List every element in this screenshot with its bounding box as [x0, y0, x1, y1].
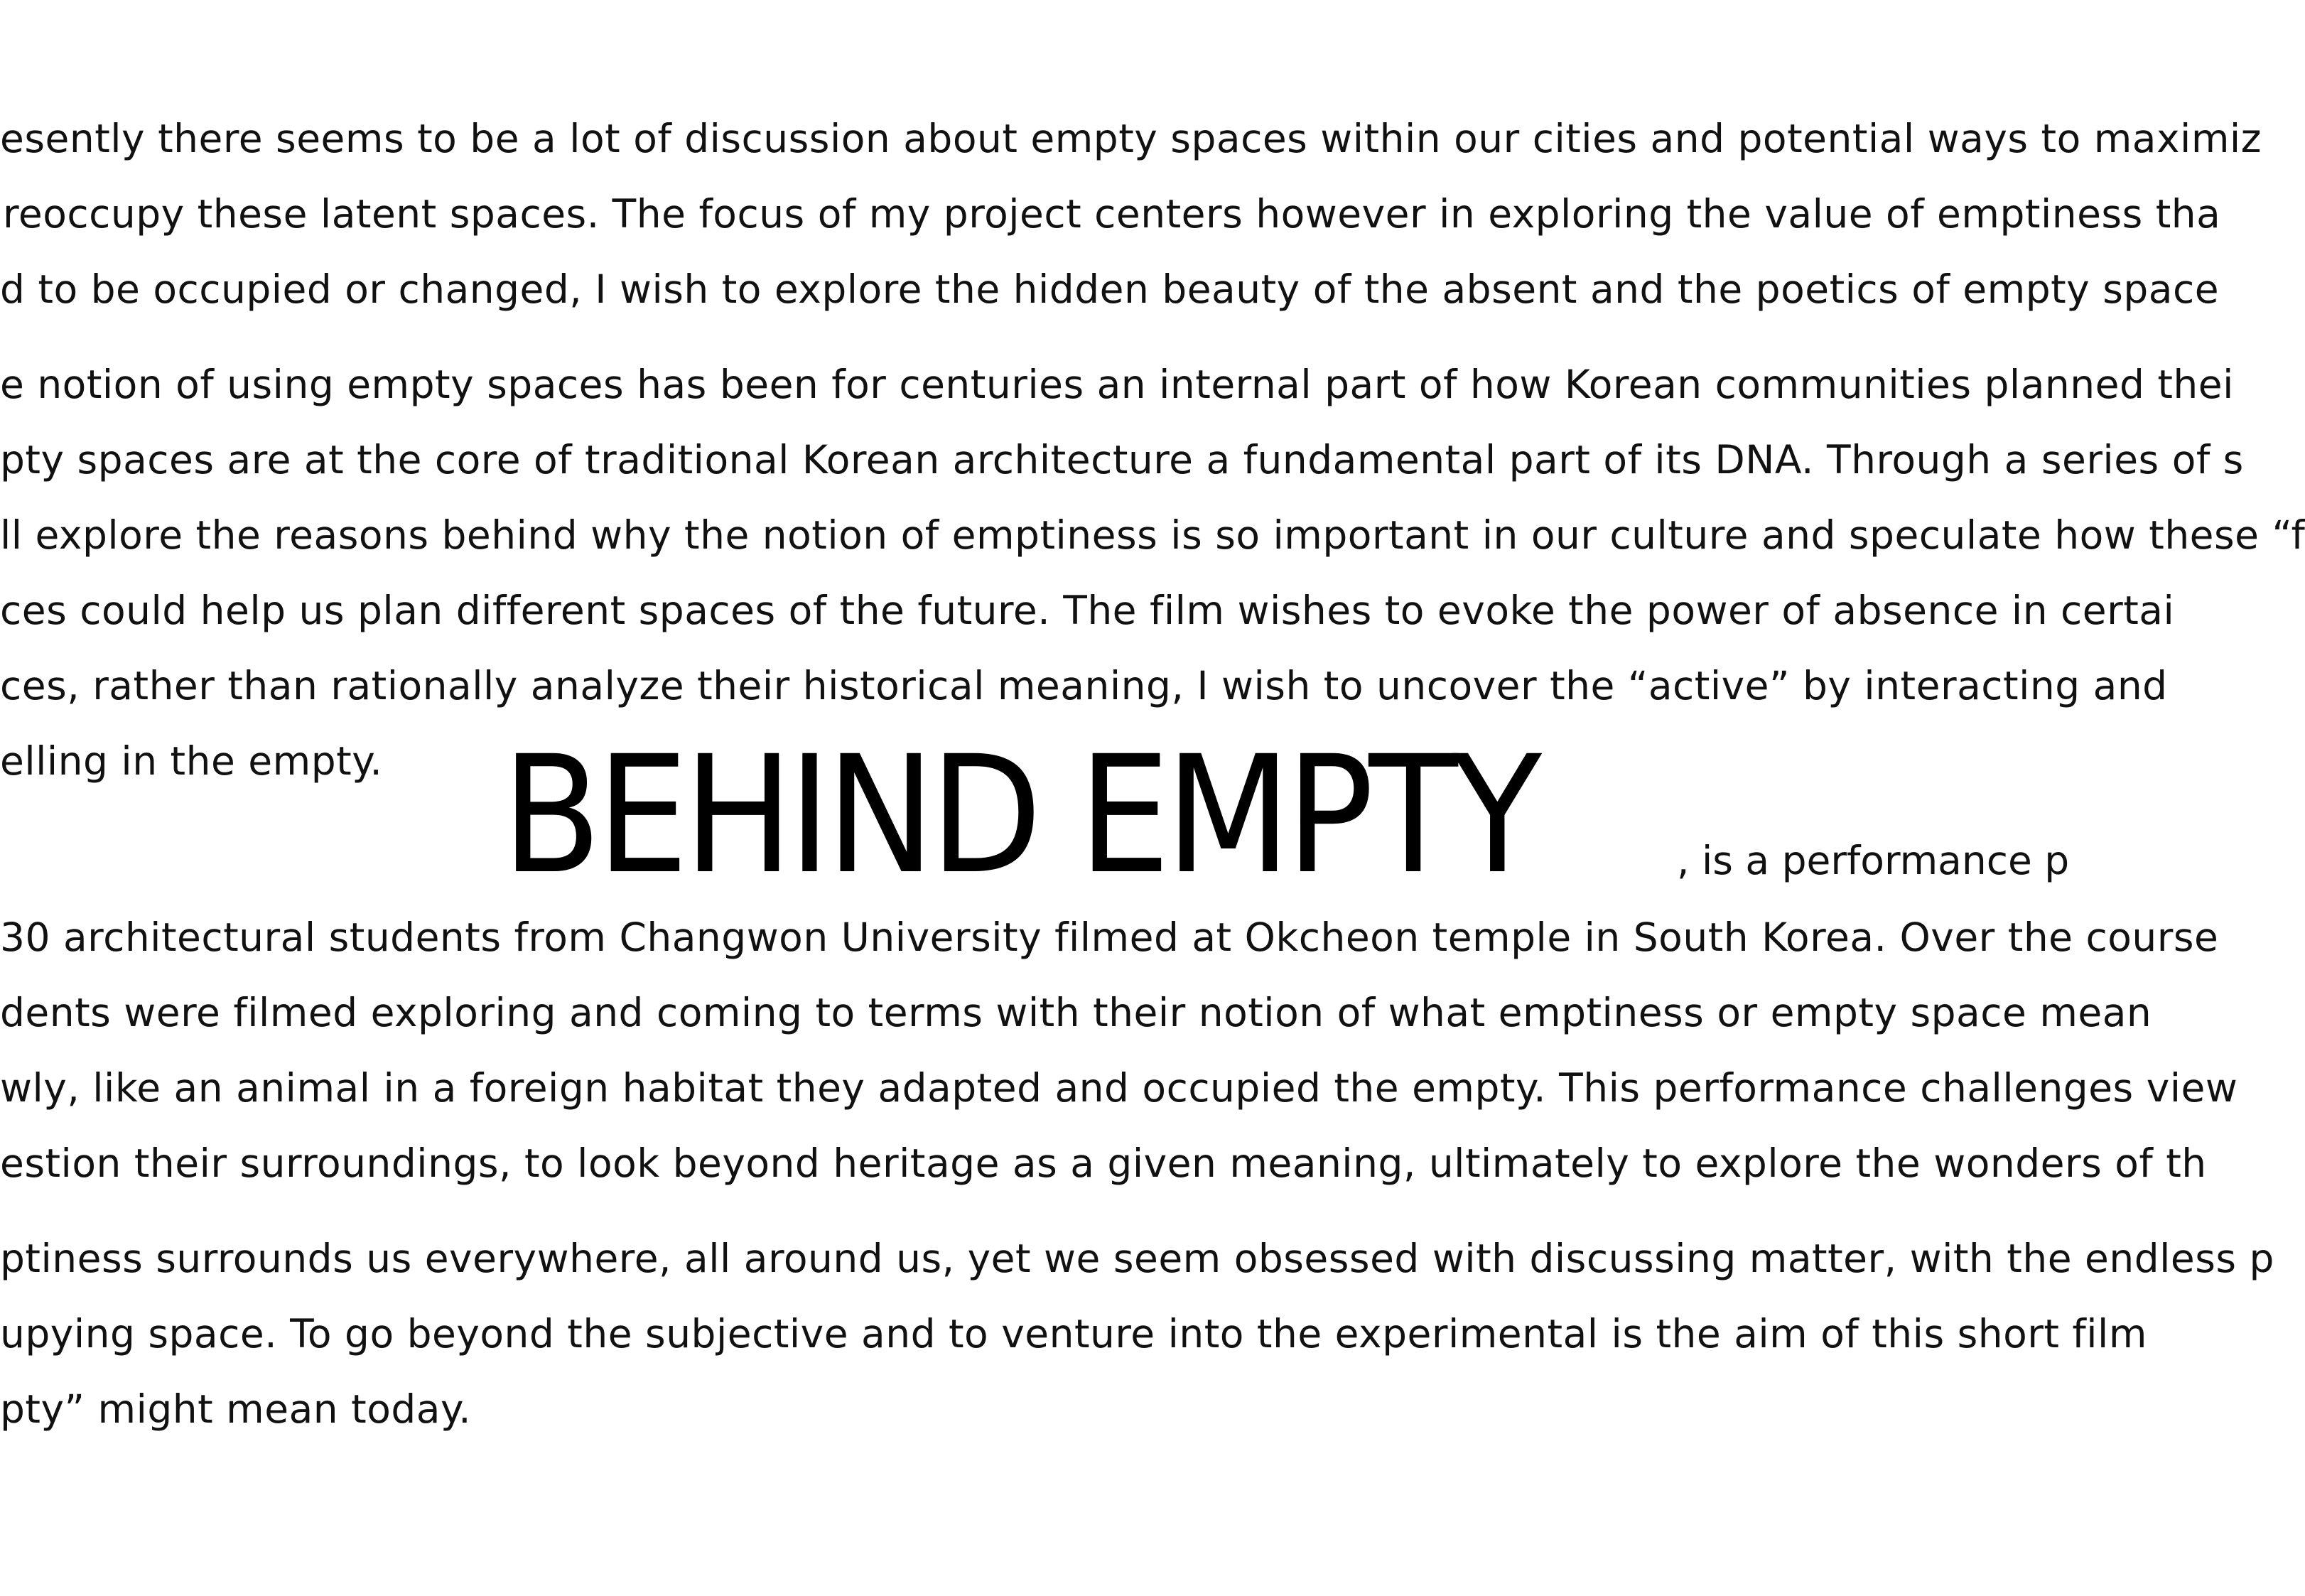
- paragraph-3-line-1: 30 architectural students from Changwon University filmed at Okcheon temple in South Korea. Over the course: [0, 915, 2219, 960]
- page-title: BEHIND EMPTY: [502, 721, 1537, 910]
- paragraph-4-line-2: upying space. To go beyond the subjective and to venture into the experimental is the aim of this short film: [0, 1311, 2147, 1357]
- paragraph-2-line-4: ces could help us plan different spaces of the future. The film wishes to evoke the power of absence in certai: [0, 588, 2175, 633]
- paragraph-4-line-3: pty” might mean today.: [0, 1386, 472, 1432]
- paragraph-2-line-3: ll explore the reasons behind why the notion of emptiness is so important in our culture and speculate how these “f: [0, 512, 2305, 558]
- title-suffix: , is a performance p: [1677, 838, 2070, 883]
- paragraph-3-line-2: dents were filmed exploring and coming to terms with their notion of what emptiness or empty space mean: [0, 990, 2152, 1035]
- paragraph-1-line-1: esently there seems to be a lot of discussion about empty spaces within our cities and potential ways to maximiz: [0, 116, 2262, 161]
- paragraph-4-line-1: ptiness surrounds us everywhere, all around us, yet we seem obsessed with discussing matter, with the endless p: [0, 1236, 2274, 1281]
- paragraph-2-line-5: ces, rather than rationally analyze their historical meaning, I wish to uncover the “active” by interacting and: [0, 663, 2168, 708]
- paragraph-2-line-2: pty spaces are at the core of traditional Korean architecture a fundamental part of its DNA. Through a series of s: [0, 437, 2244, 482]
- paragraph-2-line-1: e notion of using empty spaces has been for centuries an internal part of how Korean communities planned thei: [0, 362, 2234, 407]
- paragraph-1-line-3: d to be occupied or changed, I wish to explore the hidden beauty of the absent and the poetics of empty space: [0, 266, 2220, 312]
- paragraph-1-line-2: reoccupy these latent spaces. The focus of my project centers however in exploring the value of emptiness tha: [3, 191, 2221, 237]
- paragraph-2-line-6: elling in the empty.: [0, 738, 383, 784]
- paragraph-3-line-3: wly, like an animal in a foreign habitat they adapted and occupied the empty. This performance challenges view: [0, 1065, 2238, 1111]
- paragraph-3-line-4: estion their surroundings, to look beyond heritage as a given meaning, ultimately to explore the wonders of th: [0, 1141, 2207, 1186]
